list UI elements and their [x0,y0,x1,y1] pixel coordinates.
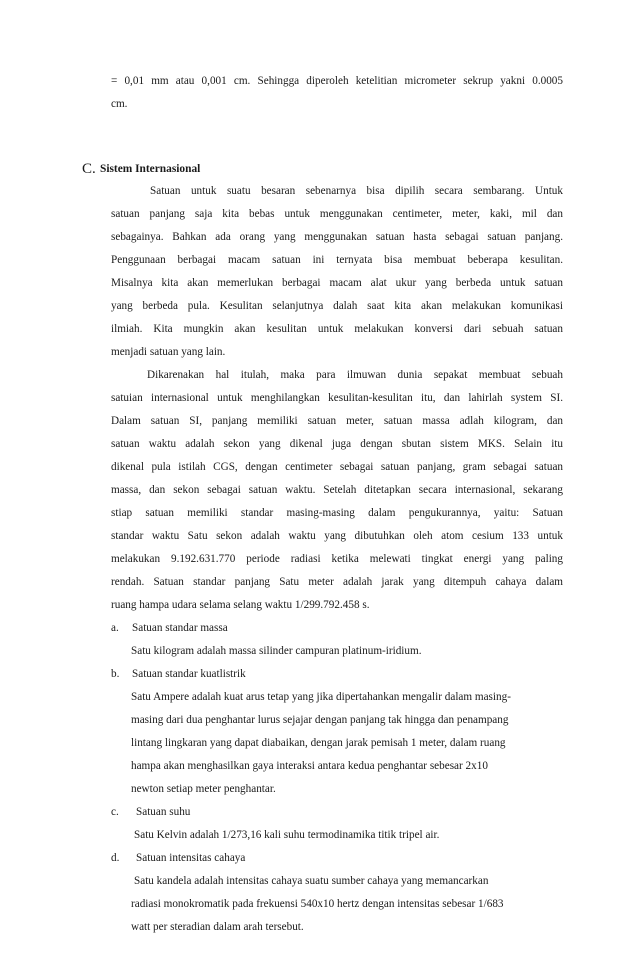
paragraph-line: ilmiah. Kita mungkin akan kesulitan untuk melakukan konversi dari sebuah satuan [111,323,563,335]
list-marker: b. [111,668,120,680]
paragraph-line: satuan waktu adalah sekon yang dikenal juga dengan sbutan sistem MKS. Selain itu [111,438,563,450]
paragraph-line: satuan panjang saja kita bebas untuk menggunakan centimeter, meter, kaki, mil dan [111,208,563,220]
intro-line: = 0,01 mm atau 0,001 cm. Sehingga diperoleh ketelitian micrometer sekrup yakni 0.0005 [111,75,563,87]
list-marker: c. [111,806,119,818]
list-item-line: hampa akan menghasilkan gaya interaksi antara kedua penghantar sebesar 2x10 [131,760,488,772]
paragraph-line: menjadi satuan yang lain. [111,346,226,358]
paragraph-line: Satuan untuk suatu besaran sebenarnya bisa dipilih secara sembarang. Untuk [150,185,563,197]
list-item-line: Satu kandela adalah intensitas cahaya suatu sumber cahaya yang memancarkan [134,875,489,887]
paragraph-line: standar waktu Satu sekon adalah waktu yang dibutuhkan oleh atom cesium 133 untuk [111,530,563,542]
paragraph-line: Dikarenakan hal itulah, maka para ilmuwan dunia sepakat membuat sebuah [147,369,563,381]
list-item-line: newton setiap meter penghantar. [131,783,276,795]
intro-line: cm. [111,98,128,110]
list-item-title: Satuan standar kuatlistrik [132,668,246,680]
list-item-line: Satu Kelvin adalah 1/273,16 kali suhu termodinamika titik tripel air. [134,829,440,841]
paragraph-line: sebagainya. Bahkan ada orang yang menggunakan satuan hasta sebagai satuan panjang. [111,231,563,243]
section-title: Sistem Internasional [100,163,201,175]
paragraph-line: yang berbeda pula. Kesulitan selanjutnya dalah saat kita akan melakukan komunikasi [111,300,563,312]
paragraph-line: Penggunaan berbagai macam satuan ini ternyata bisa membuat beberapa kesulitan. [111,254,563,266]
list-item-line: Satu kilogram adalah massa silinder campuran platinum-iridium. [131,645,422,657]
paragraph-line: melakukan 9.192.631.770 periode radiasi ketika melewati tingkat energi yang paling [111,553,563,565]
paragraph-line: Dalam satuan SI, panjang memiliki satuan meter, satuan massa adlah kilogram, dan [111,415,563,427]
list-marker: d. [111,852,120,864]
paragraph-line: stiap satuan memiliki standar masing-masing dalam pengukurannya, yaitu: Satuan [111,507,563,519]
list-item-line: lintang lingkaran yang dapat diabaikan, dengan jarak pemisah 1 meter, dalam ruang [131,737,506,749]
list-item-line: Satu Ampere adalah kuat arus tetap yang jika dipertahankan mengalir dalam masing- [131,691,511,703]
paragraph-line: dikenal pula istilah CGS, dengan centimeter sebagai satuan panjang, gram sebagai satuan [111,461,563,473]
paragraph-line: rendah. Satuan standar panjang Satu meter adalah jarak yang ditempuh cahaya dalam [111,576,563,588]
paragraph-line: ruang hampa udara selama selang waktu 1/299.792.458 s. [111,599,370,611]
paragraph-line: Misalnya kita akan memerlukan berbagai macam alat ukur yang berbeda untuk satuan [111,277,563,289]
list-item-line: radiasi monokromatik pada frekuensi 540x10 hertz dengan intensitas sebesar 1/683 [131,898,504,910]
list-item-title: Satuan intensitas cahaya [136,852,246,864]
list-item-line: masing dari dua penghantar lurus sejajar dengan panjang tak hingga dan penampang [131,714,509,726]
list-item-line: watt per steradian dalam arah tersebut. [131,921,304,933]
list-item-title: Satuan standar massa [132,622,228,634]
paragraph-line: satuian internasional untuk menghilangkan kesulitan-kesulitan itu, dan lahirlah system SI. [111,392,563,404]
list-marker: a. [111,622,119,634]
list-item-title: Satuan suhu [136,806,191,818]
paragraph-line: massa, dan sekon sebagai satuan waktu. Setelah ditetapkan secara internasional, sekarang [111,484,563,496]
section-letter: C. [82,161,96,177]
